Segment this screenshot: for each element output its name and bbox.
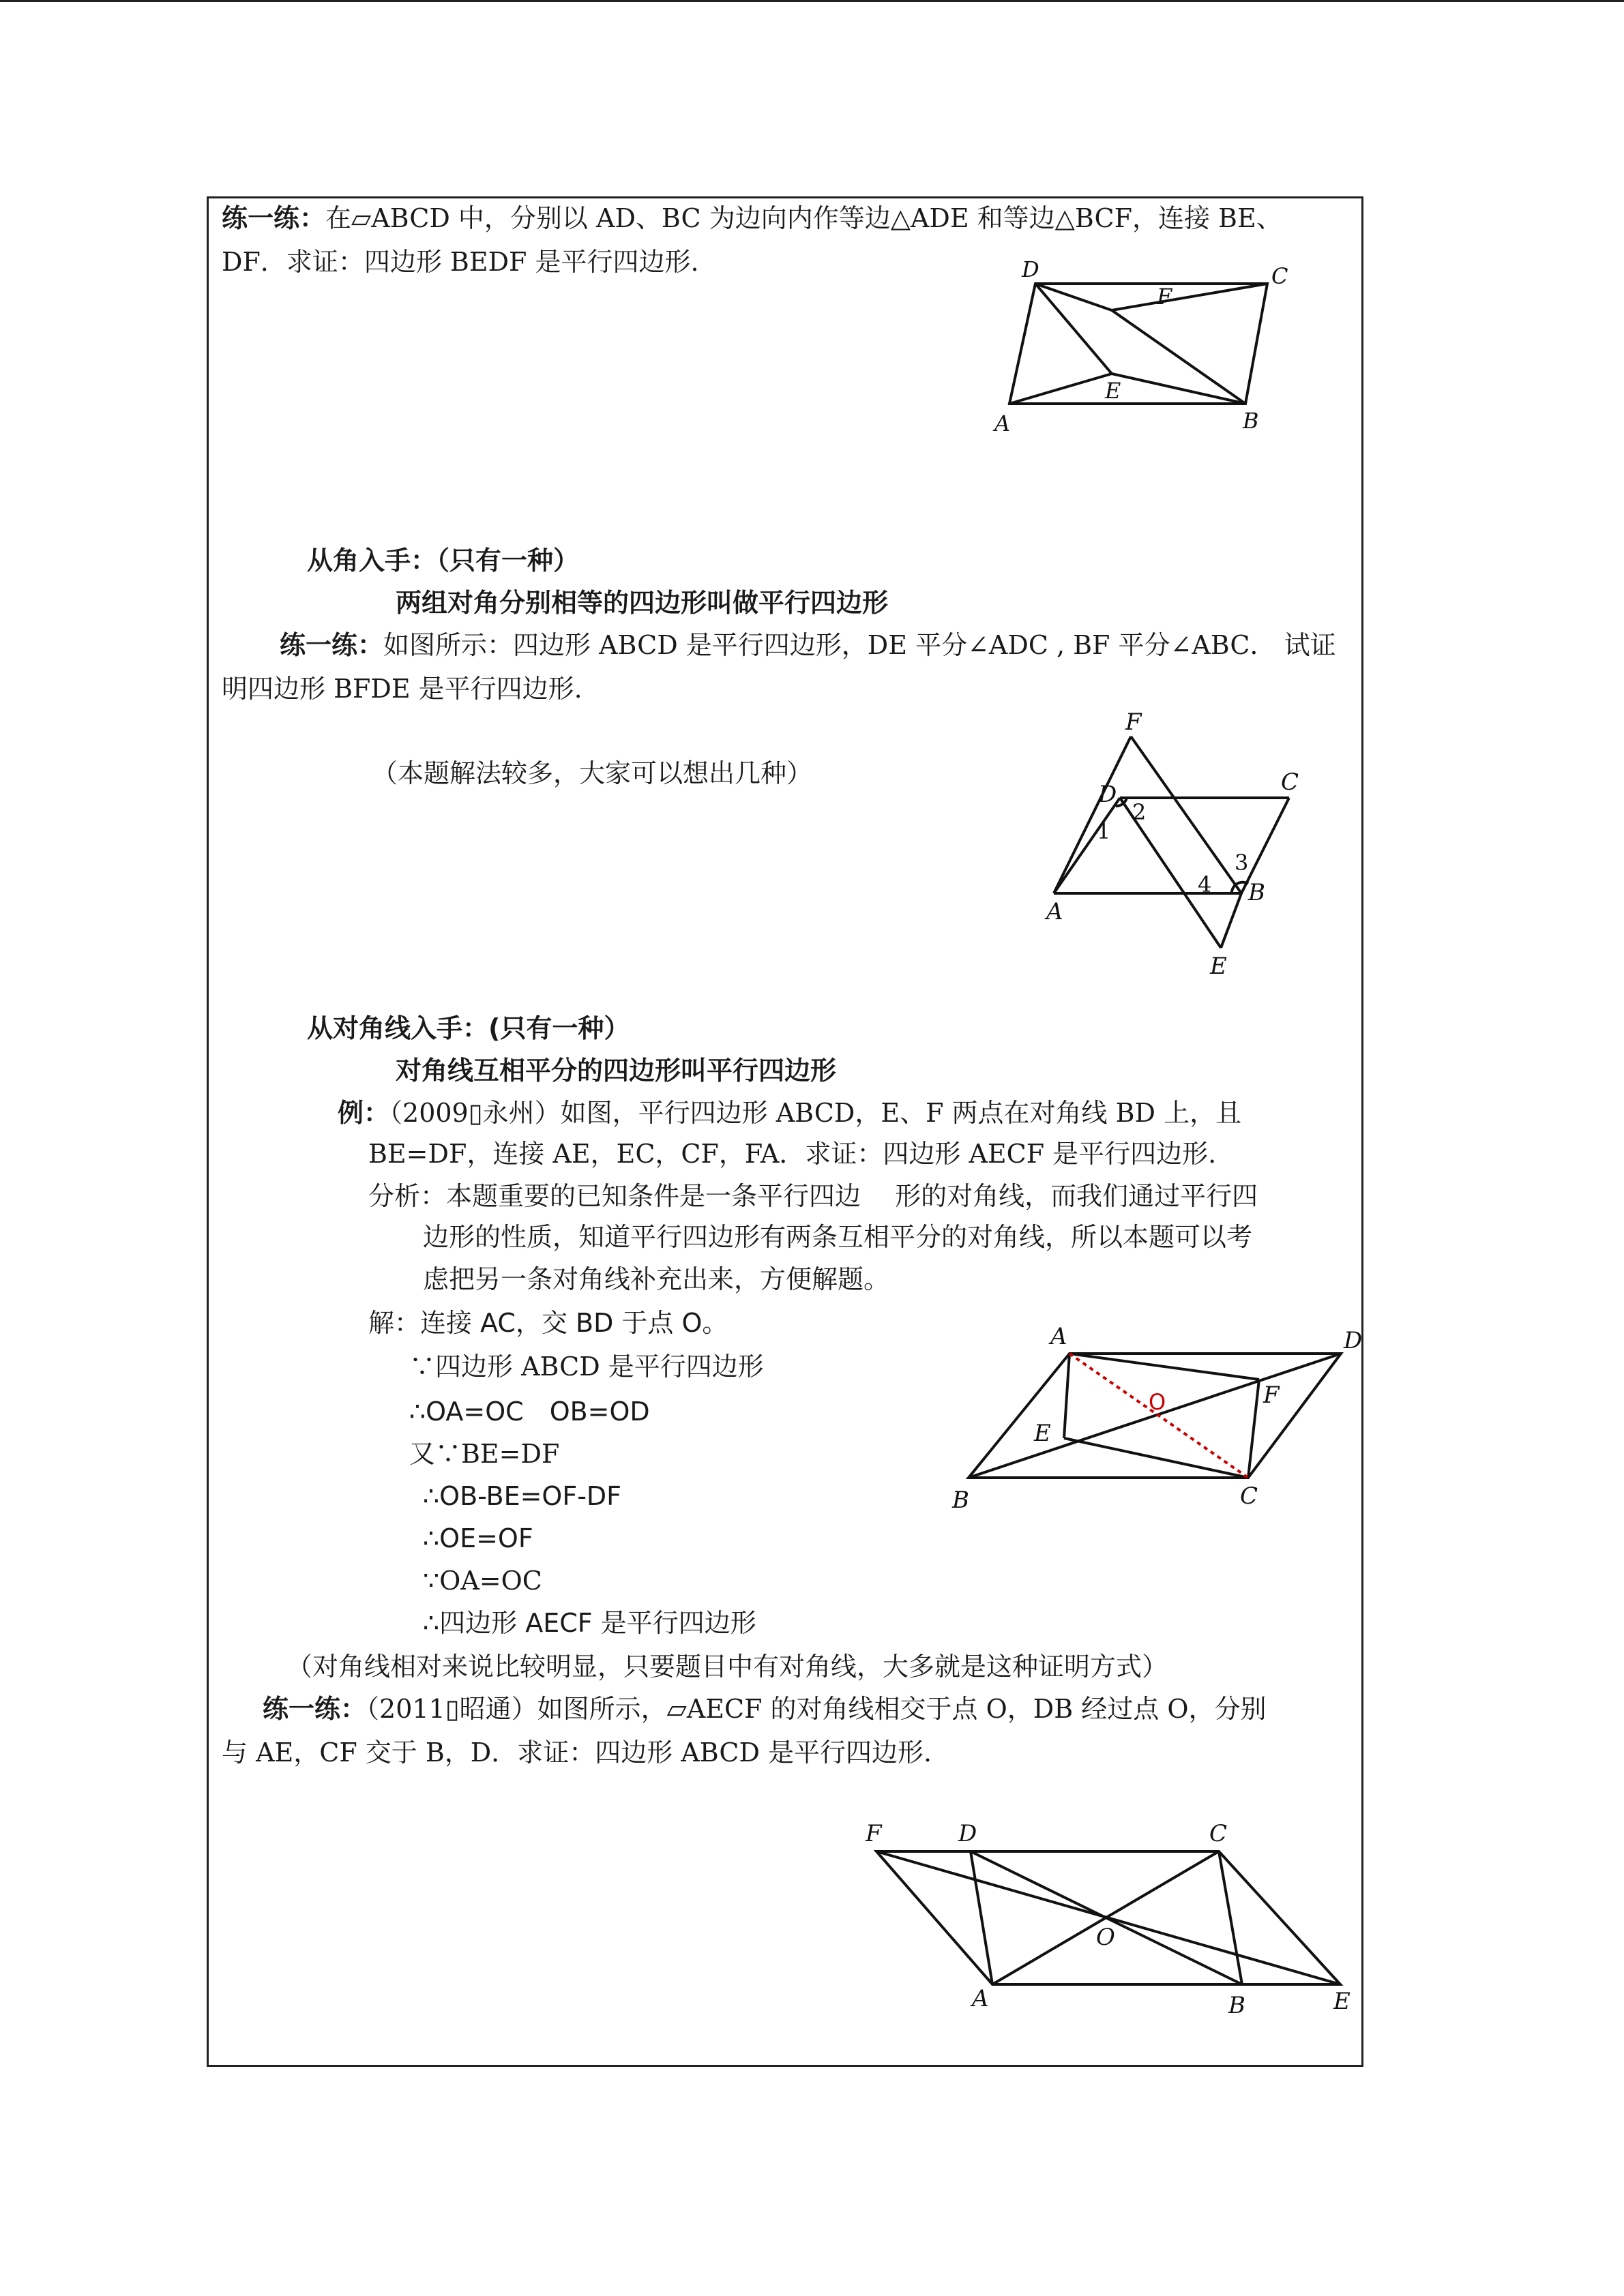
figure-parallelogram-bfde: [1044, 702, 1316, 989]
solution-step-6: ∴OE=OF: [423, 1523, 533, 1553]
ex2-line2: 明四边形 BFDE 是平行四边形.: [222, 674, 582, 704]
ex3-text1: （2011▯昭通）如图所示，▱AECF 的对角线相交于点 O，DB 经过点 O，分别: [366, 1694, 1267, 1724]
fig1-label-d: D: [1022, 256, 1039, 282]
fig2-label-f: F: [1125, 709, 1142, 736]
solution-step-1: 解：连接 AC，交 BD 于点 O。: [368, 1308, 728, 1338]
ex2-label: 练一练：: [280, 629, 384, 660]
fig2-angle-2: 2: [1132, 799, 1147, 825]
solution-step-5: ∴OB-BE=OF-DF: [423, 1481, 622, 1511]
example-analysis1: 分析：本题重要的已知条件是一条平行四边 形的对角线，而我们通过平行四: [368, 1181, 1258, 1211]
example-analysis2: 边形的性质，知道平行四边形有两条互相平分的对角线，所以本题可以考: [423, 1222, 1253, 1252]
solution-step-2: ∵四边形 ABCD 是平行四边形: [409, 1352, 764, 1382]
fig4-label-e: E: [1333, 1988, 1350, 2015]
fig1-label-b: B: [1243, 408, 1259, 434]
fig2-angle-3: 3: [1235, 850, 1249, 876]
fig2-label-e: E: [1210, 953, 1227, 980]
fig3-label-f: F: [1263, 1382, 1280, 1409]
ex1-label: 练一练：: [222, 203, 326, 233]
fig2-label-d: D: [1098, 781, 1117, 808]
ex2-note: （本题解法较多，大家可以想出几种）: [372, 758, 813, 788]
fig3-label-c: C: [1240, 1482, 1258, 1510]
top-border-line: [0, 0, 1624, 2]
solution-step-7: ∵OA=OC: [423, 1566, 542, 1596]
solution-step-3: ∴OA=OC OB=OD: [409, 1397, 650, 1427]
fig4-label-b: B: [1228, 1992, 1245, 2019]
fig4-label-d: D: [958, 1820, 977, 1847]
fig3-label-e: E: [1034, 1420, 1051, 1447]
figure-parallelogram-abcd-o: [856, 1814, 1368, 2025]
fig1-label-f: F: [1157, 284, 1172, 310]
example-analysis3: 虑把另一条对角线补充出来，方便解题。: [423, 1264, 890, 1294]
fig2-angle-4: 4: [1198, 871, 1212, 897]
fig3-label-b: B: [952, 1487, 969, 1514]
example-label: 例：: [338, 1097, 390, 1128]
fig3-label-o: O: [1149, 1389, 1166, 1415]
example-remark: （对角线相对来说比较明显，只要题目中有对角线，大多就是这种证明方式）: [286, 1652, 1168, 1682]
fig1-label-c: C: [1271, 263, 1288, 289]
fig3-label-d: D: [1344, 1327, 1363, 1354]
diag-section-theorem: 对角线互相平分的四边形叫平行四边形: [396, 1056, 837, 1086]
fig2-label-a: A: [1046, 898, 1063, 925]
figure-parallelogram-bedf: [982, 252, 1289, 443]
fig4-label-f: F: [866, 1820, 882, 1847]
fig4-label-o: O: [1096, 1924, 1115, 1951]
angle-section-heading: 从角入手：（只有一种）: [307, 545, 580, 576]
fig3-label-a: A: [1050, 1323, 1067, 1350]
ex3-line2: 与 AE，CF 交于 B，D．求证：四边形 ABCD 是平行四边形.: [222, 1738, 932, 1768]
example-line1: [338, 1097, 1241, 1129]
fig4-label-c: C: [1209, 1820, 1228, 1847]
diag-section-heading: 从对角线入手：(只有一种）: [307, 1013, 630, 1043]
fig1-label-a: A: [994, 411, 1011, 436]
example-line2: BE=DF，连接 AE，EC，CF，FA．求证：四边形 AECF 是平行四边形.: [368, 1139, 1217, 1169]
solution-step-4: 又∵BE=DF: [409, 1439, 560, 1469]
solution-step-8: ∴四边形 AECF 是平行四边形: [423, 1608, 756, 1638]
ex1-line2: DF．求证：四边形 BEDF 是平行四边形.: [222, 247, 699, 277]
fig2-label-b: B: [1248, 879, 1265, 906]
ex2-line1: [280, 629, 1336, 661]
content-frame: [207, 196, 1363, 2067]
angle-section-theorem: 两组对角分别相等的四边形叫做平行四边形: [396, 587, 889, 618]
figure-parallelogram-aecf: [948, 1320, 1371, 1524]
ex2-text1: 如图所示：四边形 ABCD 是平行四边形，DE 平分∠ADC , BF 平分∠ABC． 试证: [383, 630, 1336, 660]
fig1-label-e: E: [1105, 378, 1121, 404]
ex1-text1: 在▱ABCD 中，分别以 AD、BC 为边向内作等边△ADE 和等边△BCF，连接 BE、: [325, 203, 1282, 233]
fig2-label-c: C: [1281, 769, 1299, 796]
example-text1: （2009▯永州）如图，平行四边形 ABCD，E、F 两点在对角线 BD 上，且: [389, 1098, 1242, 1128]
ex3-label: 练一练：: [263, 1693, 367, 1724]
ex1-line1: [222, 202, 1282, 235]
ex3-line1: [263, 1693, 1267, 1725]
fig4-label-a: A: [972, 1985, 989, 2012]
fig2-angle-1: 1: [1097, 818, 1111, 844]
